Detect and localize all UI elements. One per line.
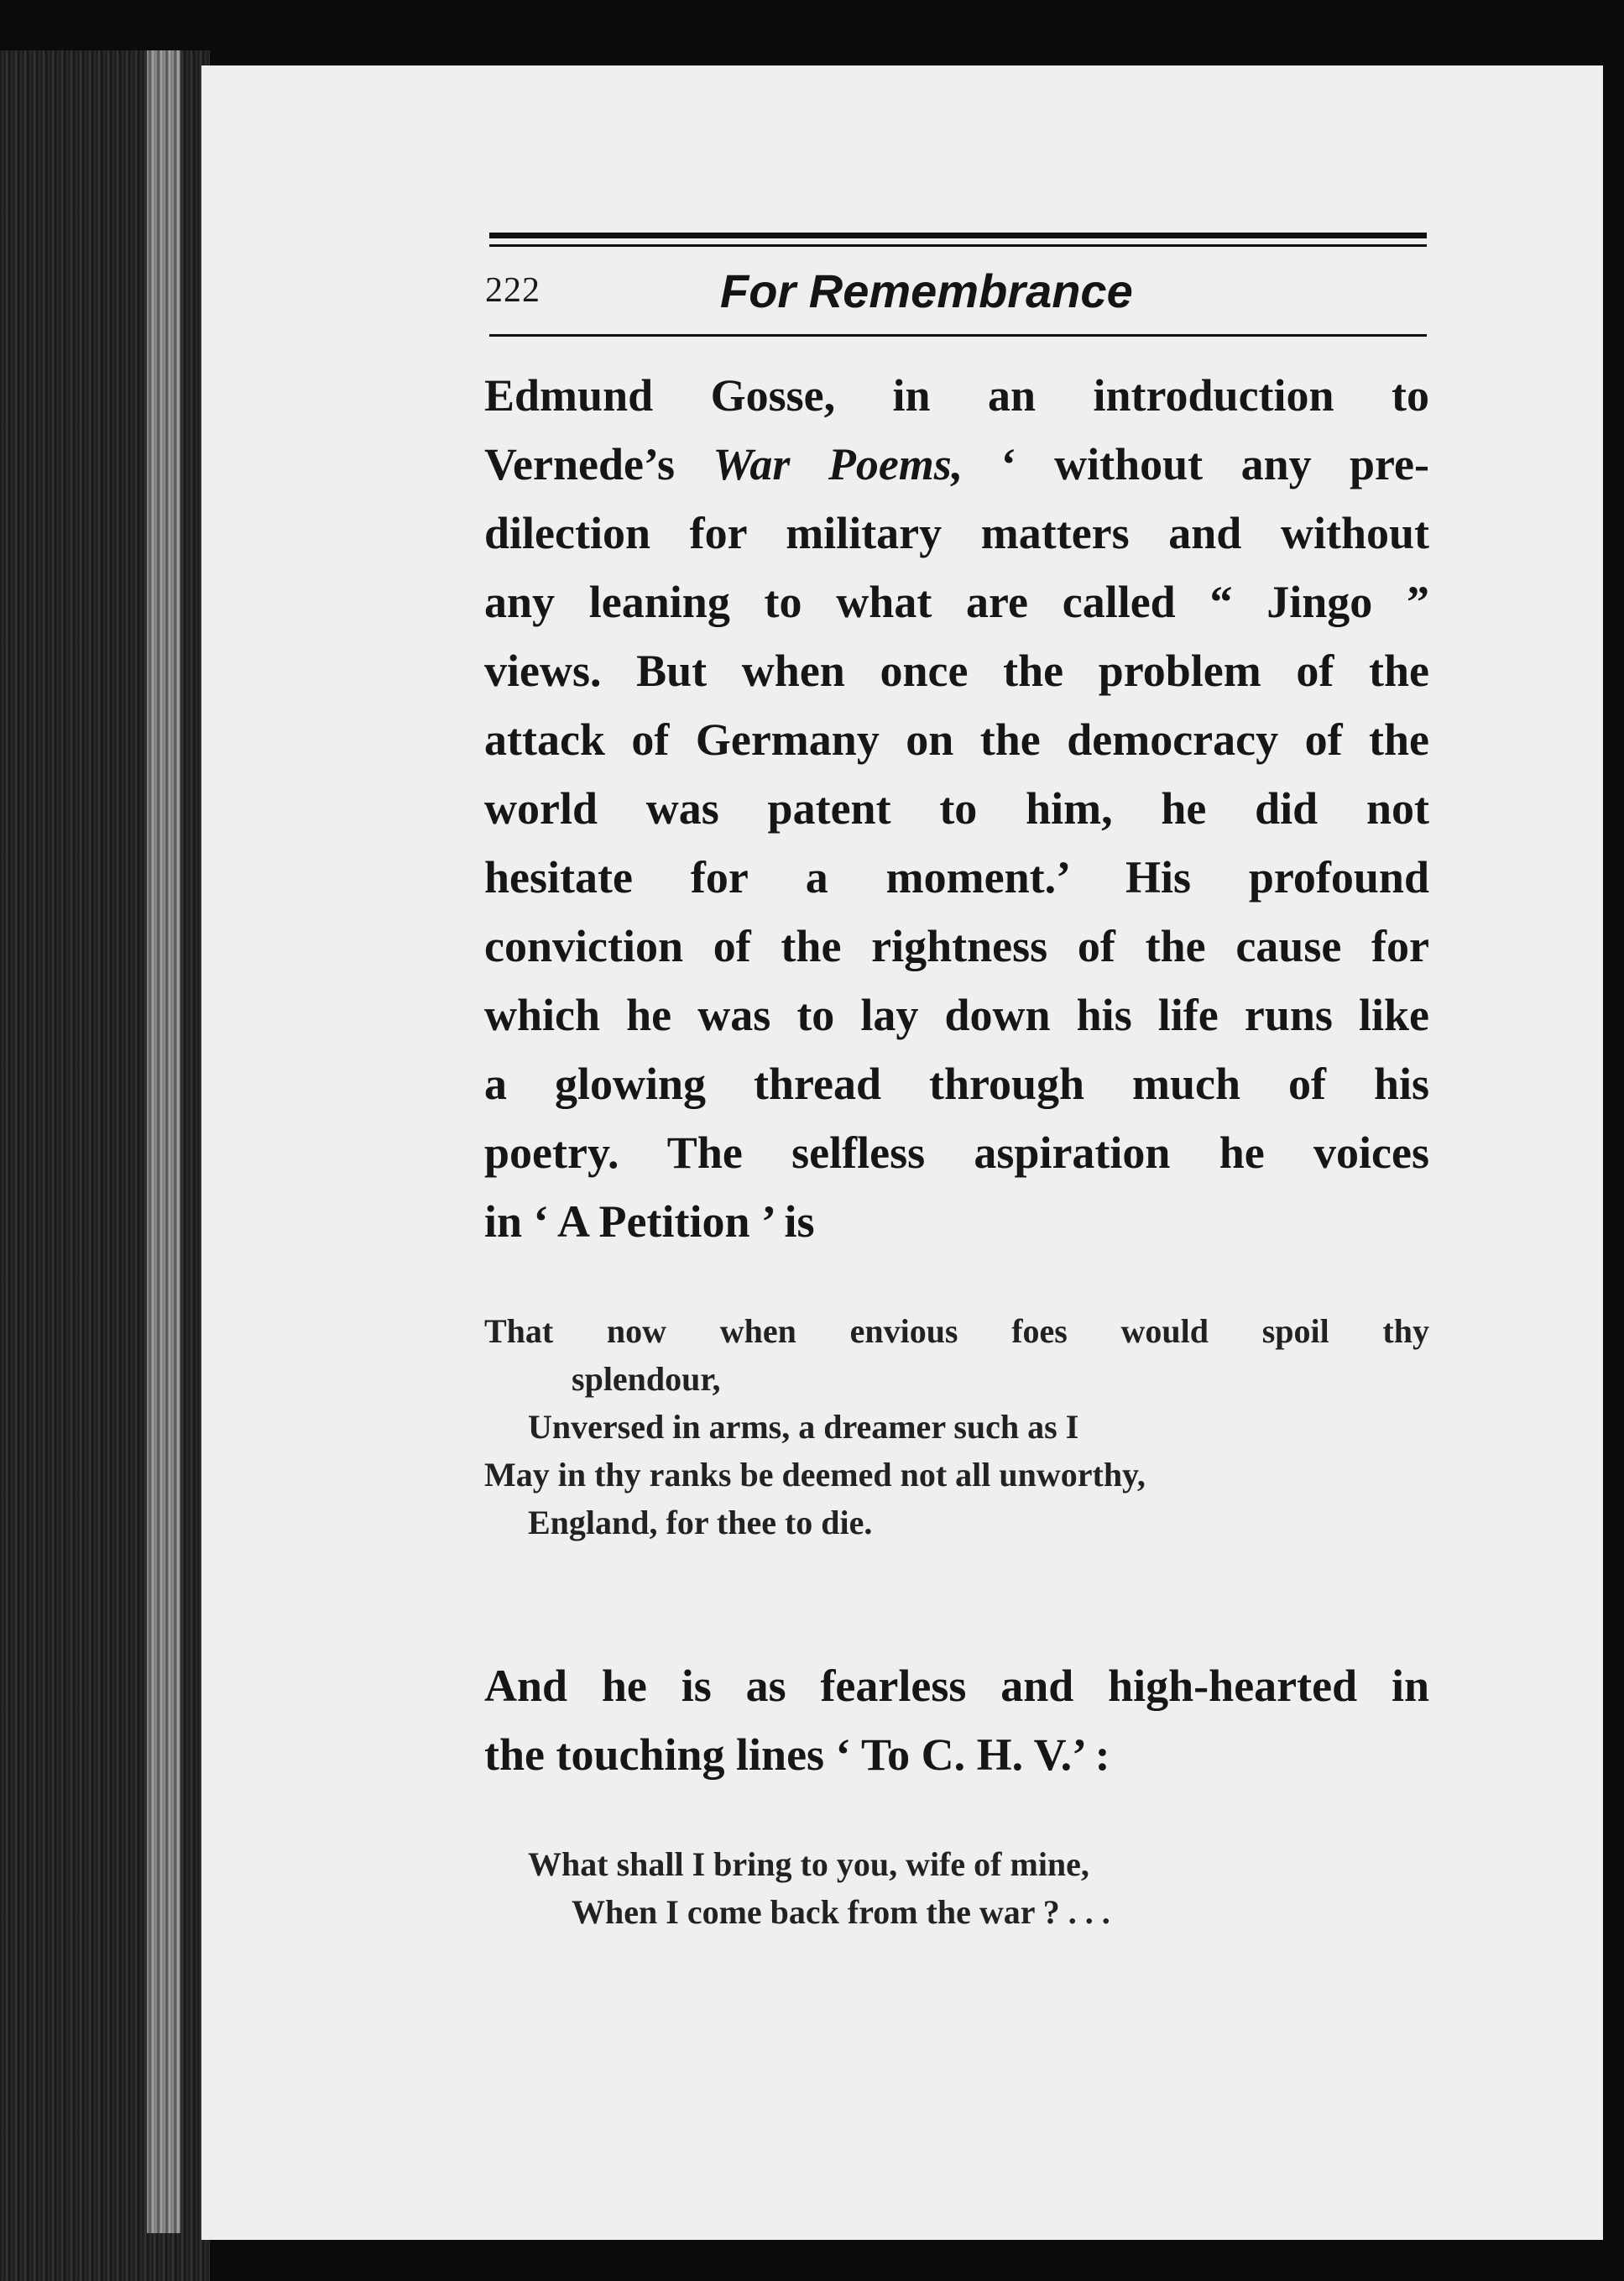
verse-line: When I come back from the war ? . . . (572, 1893, 1110, 1931)
book-title-italic: War Poems, (713, 439, 963, 489)
text-line: Edmund Gosse, in an introduction to (484, 370, 1429, 421)
verse-to-chv (484, 1840, 1429, 1936)
text-line: a glowing thread through much of his (484, 1059, 1429, 1109)
verse-line: England, for thee to die. (528, 1504, 873, 1541)
verse-line: splendour, (572, 1360, 721, 1398)
paragraph-1 (484, 361, 1429, 1256)
text-line: attack of Germany on the democracy of the (484, 714, 1429, 765)
text-line: which he was to lay down his life runs like (484, 990, 1429, 1040)
verse-line: Unversed in arms, a dreamer such as I (528, 1408, 1079, 1446)
verse-line: May in thy ranks be deemed not all unworthy, (484, 1456, 1146, 1494)
text-line: conviction of the rightness of the cause for (484, 921, 1429, 971)
text-line: poetry. The selfless aspiration he voices (484, 1127, 1429, 1178)
text-line: hesitate for a moment.’ His profound (484, 852, 1429, 902)
paragraph-2 (484, 1651, 1429, 1789)
running-header (485, 264, 1427, 322)
verse-petition (484, 1307, 1429, 1546)
verse-line: That now when envious foes would spoil thy (484, 1312, 1429, 1350)
top-double-rule-thin (489, 244, 1427, 247)
text-line: views. But when once the problem of the (484, 646, 1429, 696)
text-line: And he is as fearless and high-hearted in (484, 1661, 1429, 1711)
book-spine-shadow (147, 50, 180, 2233)
page-number: 222 (485, 271, 540, 310)
running-title: For Remembrance (720, 264, 1133, 317)
text-line: in ‘ A Petition ’ is (484, 1196, 815, 1247)
text-line: the touching lines ‘ To C. H. V.’ : (484, 1729, 1110, 1780)
text-line-with-title: Vernede’s War Poems, ‘ without any pre- (484, 439, 1429, 489)
header-rule (489, 334, 1427, 337)
verse-line: What shall I bring to you, wife of mine, (528, 1845, 1089, 1883)
text-line: world was patent to him, he did not (484, 783, 1429, 834)
text-line: any leaning to what are called “ Jingo ” (484, 577, 1429, 627)
text-line: dilection for military matters and without (484, 508, 1429, 558)
top-double-rule (489, 233, 1427, 238)
